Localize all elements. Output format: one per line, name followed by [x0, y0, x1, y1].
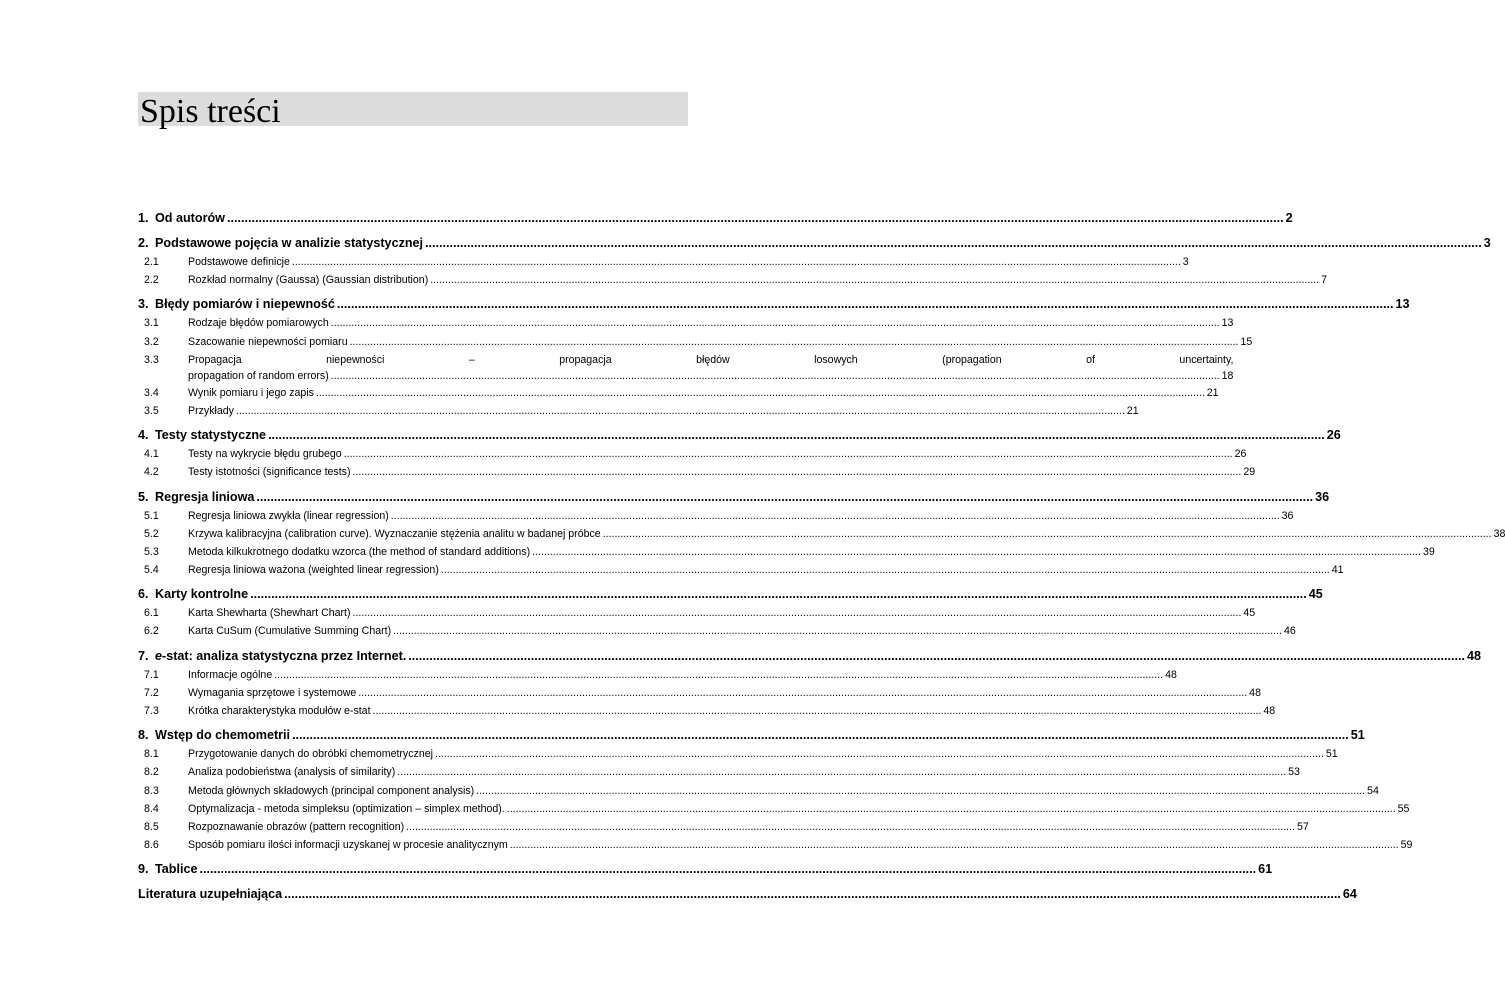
chapter-title [155, 584, 248, 604]
toc-subsection-entry[interactable] [138, 271, 1328, 289]
toc-chapter-entry[interactable] [138, 233, 1491, 253]
chapter-title-text: -stat: analiza statystyczna przez Internet. [162, 648, 407, 663]
dot-leader [373, 702, 1262, 720]
subsection-title: Podstawowe definicje [188, 256, 290, 268]
chapter-title [155, 646, 406, 666]
page-number: 3 [1182, 256, 1189, 268]
table-of-contents [138, 208, 1505, 904]
toc-subsection-entry[interactable] [138, 333, 1253, 351]
page-number: 45 [1308, 587, 1323, 602]
dot-leader [331, 368, 1220, 384]
page-number: 46 [1284, 625, 1296, 638]
dot-leader [507, 800, 1396, 818]
chapter-title [155, 294, 335, 314]
chapter-title-text: Testy statystyczne [155, 428, 267, 443]
subsection-number: 8.5 [144, 820, 159, 833]
dot-leader [256, 487, 1313, 507]
page-number: 38 [1493, 527, 1505, 540]
toc-chapter-entry[interactable] [138, 294, 1410, 314]
chapter-title-text: Tablice [155, 862, 198, 877]
subsection-number: 8.1 [144, 748, 159, 761]
page-number: 53 [1288, 766, 1300, 779]
subsection-number: 6.1 [144, 607, 159, 620]
subsection-title: Metoda kilkukrotnego dodatku wzorca (the method of standard additions) [188, 545, 531, 558]
toc-chapter-entry[interactable] [138, 425, 1341, 445]
toc-subsection-entry[interactable] [138, 525, 1505, 543]
dot-leader [199, 859, 1256, 879]
toc-chapter-entry[interactable] [138, 725, 1365, 745]
dot-leader [393, 622, 1282, 640]
dot-leader [292, 725, 1349, 745]
subsection-number: 6.2 [144, 625, 159, 638]
dot-leader [603, 525, 1492, 543]
subsection-number: 3.4 [144, 386, 159, 399]
chapter-title-text: Wstęp do chemometrii [155, 728, 291, 743]
subsection-title: Informacje ogólne [188, 668, 273, 681]
page-number: 59 [1400, 839, 1413, 852]
dot-leader [292, 253, 1181, 271]
toc-subsection-entry[interactable] [138, 445, 1247, 463]
toc-chapter-entry[interactable] [138, 584, 1323, 604]
dot-leader [353, 604, 1242, 622]
toc-chapter-entry[interactable] [138, 884, 1357, 904]
toc-subsection-entry[interactable] [138, 402, 1139, 420]
subsection-title: Szacowanie niepewności pomiaru [188, 335, 348, 348]
page-number: 48 [1466, 648, 1481, 663]
subsection-title: Regresja liniowa zwykła (linear regression) [188, 509, 389, 522]
dot-leader [350, 333, 1239, 351]
subsection-title: Rozkład normalny (Gaussa) (Gaussian distribution) [188, 274, 429, 287]
page-number: 15 [1240, 335, 1253, 348]
page-number: 48 [1165, 668, 1177, 681]
chapter-title [155, 859, 197, 879]
subsection-number: 8.4 [144, 802, 159, 815]
page-number: 29 [1243, 466, 1256, 479]
subsection-title: Przykłady [188, 404, 234, 417]
toc-subsection-entry[interactable] [138, 745, 1338, 763]
chapter-title [155, 725, 290, 745]
subsection-number: 2.2 [144, 274, 159, 287]
page-number: 48 [1249, 686, 1261, 699]
dot-leader [284, 884, 1341, 904]
toc-subsection-entry[interactable] [138, 622, 1296, 640]
chapter-title-text: Podstawowe pojęcia w analizie statystycznej [155, 236, 424, 250]
chapter-title-text: Błędy pomiarów i niepewność [155, 297, 335, 312]
dot-leader [441, 561, 1330, 579]
subsection-title: Wymagania sprzętowe i systemowe [188, 686, 357, 699]
toc-subsection-entry[interactable] [138, 314, 1234, 332]
page-number: 13 [1221, 317, 1234, 330]
page-number: 64 [1342, 887, 1357, 902]
subsection-title: Optymalizacja - metoda simpleksu (optimization – simplex method). [188, 802, 505, 815]
subsection-title-continued [188, 368, 1233, 384]
page-number: 36 [1315, 489, 1330, 504]
dot-leader [435, 745, 1324, 763]
dot-leader [353, 463, 1242, 481]
page-number: 55 [1397, 802, 1410, 815]
subsection-title: Regresja liniowa ważona (weighted linear regression) [188, 564, 439, 577]
page-number: 21 [1206, 386, 1219, 399]
chapter-number: 8. [138, 728, 149, 743]
toc-chapter-entry[interactable] [138, 487, 1330, 507]
page-number: 51 [1350, 728, 1365, 743]
toc-chapter-entry[interactable] [138, 646, 1481, 666]
toc-subsection-entry[interactable] [138, 782, 1379, 800]
subsection-number: 2.1 [144, 256, 159, 268]
subsection-number: 8.6 [144, 839, 159, 852]
subsection-title: Krzywa kalibracyjna (calibration curve). Wyznaczanie stężenia analitu w badanej próbce [188, 527, 601, 540]
toc-subsection-entry[interactable] [138, 836, 1413, 854]
page-number: 54 [1367, 784, 1379, 797]
dot-leader [406, 818, 1295, 836]
toc-subsection-entry[interactable] [138, 463, 1256, 481]
toc-subsection-entry[interactable] [138, 351, 1234, 384]
subsection-title: Przygotowanie danych do obróbki chemometrycznej [188, 748, 433, 761]
dot-leader [532, 543, 1421, 561]
subsection-title: Rozpoznawanie obrazów (pattern recognition) [188, 820, 405, 833]
dot-leader [274, 666, 1163, 684]
chapter-number: 9. [138, 862, 149, 877]
toc-chapter-entry[interactable] [138, 208, 1293, 228]
subsection-title: Propagacja niepewności – propagacja błędów losowych (propagation of uncertainty, [188, 353, 1234, 366]
subsection-body [188, 351, 1233, 384]
subsection-number: 3.1 [144, 317, 159, 330]
subsection-title: Testy na wykrycie błędu grubego [188, 448, 342, 461]
chapter-title [155, 208, 225, 228]
subsection-number: 7.3 [144, 705, 159, 717]
dot-leader [344, 445, 1233, 463]
chapter-number: 1. [138, 211, 149, 225]
dot-leader [268, 425, 1325, 445]
subsection-number: 5.1 [144, 509, 159, 522]
page-number: 41 [1331, 564, 1344, 577]
toc-subsection-entry[interactable] [138, 604, 1256, 622]
page-number: 26 [1234, 448, 1247, 461]
chapter-number: 2. [138, 236, 149, 250]
page-number: 45 [1243, 607, 1256, 620]
page-number: 18 [1221, 369, 1234, 382]
page-number: 48 [1263, 705, 1276, 717]
toc-chapter-entry[interactable] [138, 859, 1273, 879]
toc-subsection-entry[interactable] [138, 684, 1261, 702]
page-number: 36 [1281, 509, 1294, 522]
dot-leader [425, 233, 1482, 253]
subsection-title: Karta CuSum (Cumulative Summing Chart) [188, 625, 392, 638]
toc-subsection-entry[interactable] [138, 763, 1300, 781]
toc-subsection-entry[interactable] [138, 666, 1177, 684]
chapter-title-text: Regresja liniowa [155, 489, 255, 504]
chapter-title [155, 425, 266, 445]
chapter-title-text: Literatura uzupełniająca [138, 887, 283, 902]
subsection-number: 7.2 [144, 686, 159, 699]
toc-subsection-entry[interactable] [138, 702, 1276, 720]
dot-leader [408, 646, 1465, 666]
subsection-title: Wynik pomiaru i jego zapis [188, 386, 314, 399]
dot-leader [358, 684, 1247, 702]
chapter-number: 3. [138, 297, 149, 312]
toc-subsection-entry[interactable] [138, 507, 1294, 525]
dot-leader [316, 384, 1205, 402]
chapter-title [155, 487, 254, 507]
dot-leader [250, 584, 1307, 604]
page-number: 51 [1325, 748, 1338, 761]
page-number: 7 [1321, 274, 1328, 287]
chapter-title [138, 884, 282, 904]
chapter-title [155, 233, 423, 253]
page-number: 26 [1326, 428, 1341, 443]
subsection-number: 3.3 [144, 353, 159, 366]
page-number: 61 [1258, 862, 1273, 877]
chapter-number: 5. [138, 489, 149, 504]
toc-subsection-entry[interactable] [138, 543, 1435, 561]
toc-subsection-entry[interactable] [138, 253, 1189, 271]
page-number: 3 [1483, 236, 1491, 250]
chapter-number: 4. [138, 428, 149, 443]
subsection-number: 8.3 [144, 784, 159, 797]
chapter-number: 7. [138, 648, 149, 663]
page-number: 57 [1297, 820, 1309, 833]
page-number: 39 [1423, 545, 1435, 558]
toc-subsection-entry[interactable] [138, 384, 1219, 402]
subsection-title: Karta Shewharta (Shewhart Chart) [188, 607, 351, 620]
subsection-title: Metoda głównych składowych (principal component analysis) [188, 784, 475, 797]
dot-leader [236, 402, 1125, 420]
dot-leader [331, 314, 1220, 332]
dot-leader [397, 763, 1286, 781]
subsection-title: Rodzaje błędów pomiarowych [188, 317, 329, 330]
dot-leader [227, 208, 1284, 228]
subsection-title: Krótka charakterystyka modułów e-stat [188, 705, 371, 717]
page-number: 2 [1285, 211, 1293, 225]
toc-subsection-entry[interactable] [138, 818, 1309, 836]
dot-leader [430, 271, 1319, 289]
subsection-number: 3.5 [144, 404, 159, 417]
subsection-number: 5.4 [144, 564, 159, 577]
chapter-title-italic: e [155, 648, 163, 663]
subsection-number: 5.2 [144, 527, 159, 540]
subsection-title-line2: propagation of random errors) [188, 369, 329, 382]
subsection-title: Testy istotności (significance tests) [188, 466, 351, 479]
toc-subsection-entry[interactable] [138, 561, 1344, 579]
dot-leader [476, 782, 1365, 800]
subsection-number: 4.2 [144, 466, 159, 479]
subsection-number: 4.1 [144, 448, 159, 461]
dot-leader [510, 836, 1399, 854]
page-number: 13 [1395, 297, 1410, 312]
chapter-title-text: Od autorów [155, 211, 225, 225]
page-number: 21 [1126, 404, 1139, 417]
subsection-title: Analiza podobieństwa (analysis of similarity) [188, 766, 396, 779]
subsection-number: 7.1 [144, 668, 159, 681]
subsection-number: 5.3 [144, 545, 159, 558]
chapter-number: 6. [138, 587, 149, 602]
toc-subsection-entry[interactable] [138, 800, 1410, 818]
dot-leader [337, 294, 1394, 314]
subsection-title: Sposób pomiaru ilości informacji uzyskanej w procesie analitycznym [188, 839, 508, 852]
dot-leader [391, 507, 1280, 525]
subsection-number: 3.2 [144, 335, 159, 348]
page-title: Spis treści [140, 93, 281, 130]
chapter-title-text: Karty kontrolne [155, 587, 249, 602]
subsection-number: 8.2 [144, 766, 159, 779]
